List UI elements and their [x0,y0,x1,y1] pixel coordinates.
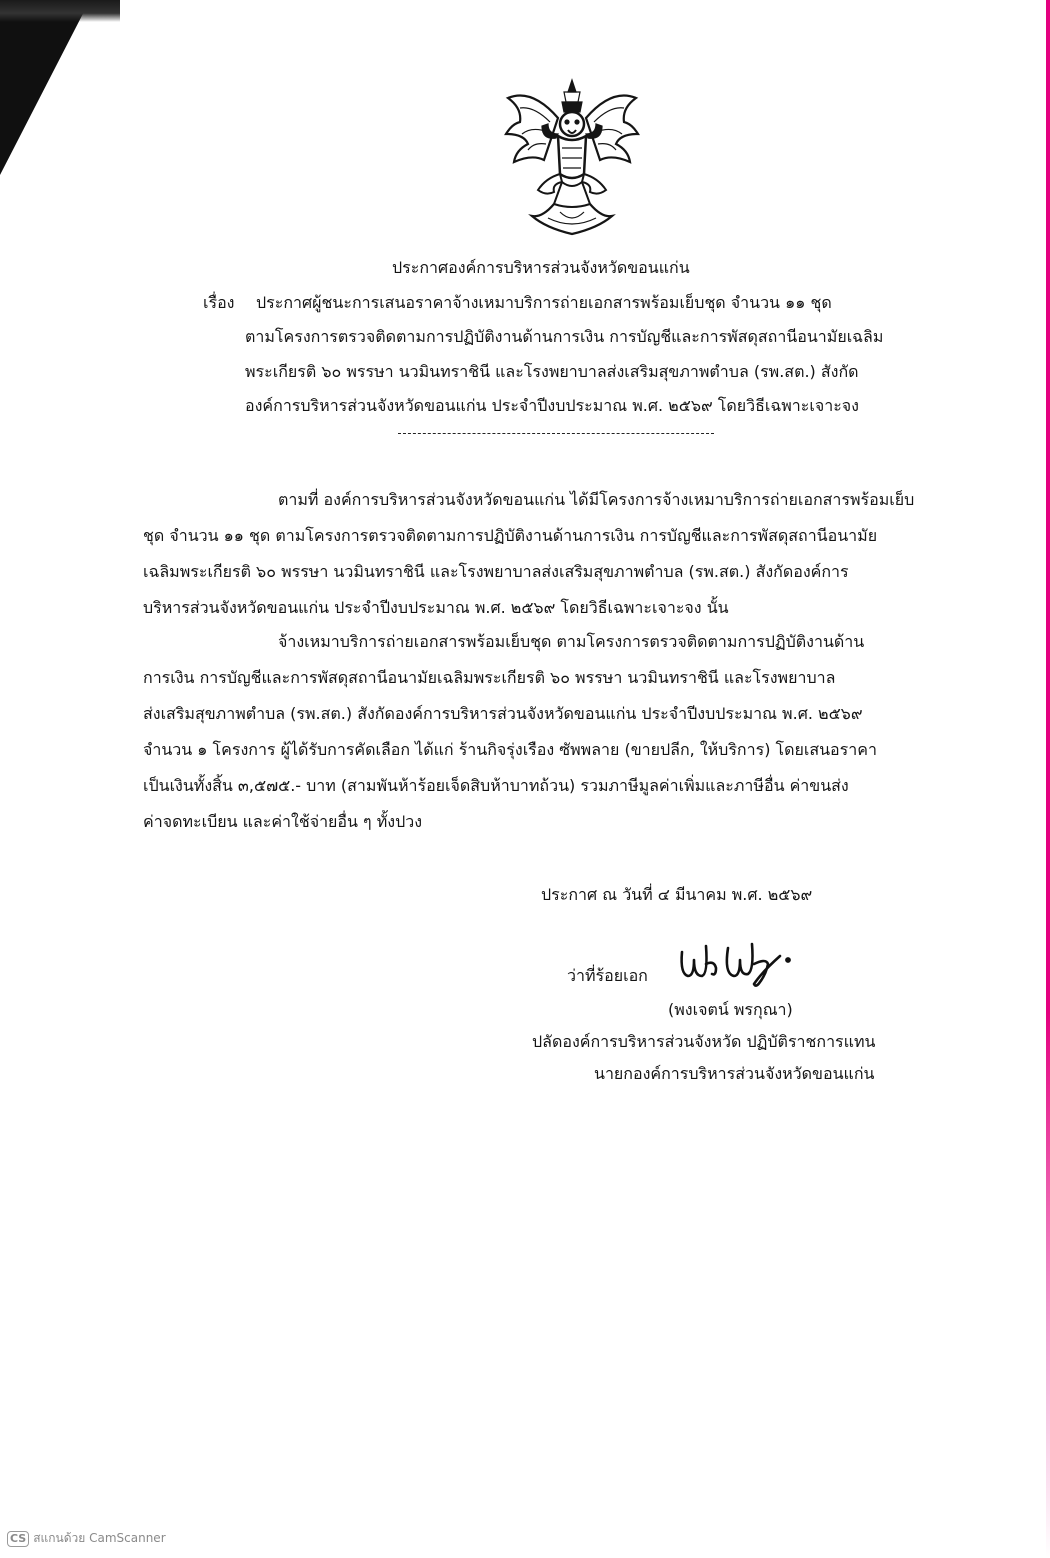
paragraph-2-line: การเงิน การบัญชีและการพัสดุสถานีอนามัยเฉลิมพระเกียรติ ๖๐ พรรษา นวมินทราชินี และโรงพยาบาล [143,668,836,687]
subject-line: ตามโครงการตรวจติดตามการปฏิบัติงานด้านการเงิน การบัญชีและการพัสดุสถานีอนามัยเฉลิม [245,327,884,346]
subject-line: ประกาศผู้ชนะการเสนอราคาจ้างเหมาบริการถ่ายเอกสารพร้อมเย็บชุด จำนวน ๑๑ ชุด [256,293,832,312]
subject-line: องค์การบริหารส่วนจังหวัดขอนแก่น ประจำปีงบประมาณ พ.ศ. ๒๕๖๙ โดยวิธีเฉพาะเจาะจง [245,396,859,415]
dashed-divider [398,433,714,434]
signer-name: (พงเจตน์ พรกุณา) [668,1000,793,1019]
paragraph-2-line: เป็นเงินทั้งสิ้น ๓,๕๗๕.- บาท (สามพันห้าร้อยเจ็ดสิบห้าบาทถ้วน) รวมภาษีมูลค่าเพิ่มและภาษีอื่น ค่าขนส่ง [143,776,849,795]
watermark-text: สแกนด้วย CamScanner [33,1531,166,1545]
paragraph-1-line: บริหารส่วนจังหวัดขอนแก่น ประจำปีงบประมาณ พ.ศ. ๒๕๖๙ โดยวิธีเฉพาะเจาะจง นั้น [143,598,729,617]
paragraph-2-line: ส่งเสริมสุขภาพตำบล (รพ.สต.) สังกัดองค์การบริหารส่วนจังหวัดขอนแก่น ประจำปีงบประมาณ พ.ศ. ๒๕๖๙ [143,704,863,723]
announcement-date: ประกาศ ณ วันที่ ๔ มีนาคม พ.ศ. ๒๕๖๙ [541,885,813,904]
paragraph-1-line: ตามที่ องค์การบริหารส่วนจังหวัดขอนแก่น ได้มีโครงการจ้างเหมาบริการถ่ายเอกสารพร้อมเย็บ [278,490,915,509]
announcement-title: ประกาศองค์การบริหารส่วนจังหวัดขอนแก่น [392,258,690,277]
garuda-emblem-icon [502,78,642,238]
signer-position: นายกองค์การบริหารส่วนจังหวัดขอนแก่น [594,1064,875,1083]
paragraph-2-line: จ้างเหมาบริการถ่ายเอกสารพร้อมเย็บชุด ตามโครงการตรวจติดตามการปฏิบัติงานด้าน [278,632,865,651]
scanner-watermark [7,1529,166,1548]
paragraph-2-line: ค่าจดทะเบียน และค่าใช้จ่ายอื่น ๆ ทั้งปวง [143,812,423,831]
subject-label: เรื่อง [203,293,235,312]
paragraph-1-line: ชุด จำนวน ๑๑ ชุด ตามโครงการตรวจติดตามการปฏิบัติงานด้านการเงิน การบัญชีและการพัสดุสถานีอนามัย [143,526,878,545]
scan-shadow-corner [0,0,90,175]
scan-edge-color [1046,0,1050,1558]
subject-line: พระเกียรติ ๖๐ พรรษา นวมินทราชินี และโรงพยาบาลส่งเสริมสุขภาพตำบล (รพ.สต.) สังกัด [245,362,859,381]
camscanner-logo-icon: CS [7,1531,29,1547]
signer-position: ปลัดองค์การบริหารส่วนจังหวัด ปฏิบัติราชการแทน [532,1032,876,1051]
signer-rank: ว่าที่ร้อยเอก [567,966,648,985]
paragraph-1-line: เฉลิมพระเกียรติ ๖๐ พรรษา นวมินทราชินี และโรงพยาบาลส่งเสริมสุขภาพตำบล (รพ.สต.) สังกัดองค์การ [143,562,849,581]
paragraph-2-line: จำนวน ๑ โครงการ ผู้ได้รับการคัดเลือก ได้แก่ ร้านกิจรุ่งเรือง ซัพพลาย (ขายปลีก, ให้บริการ) โดยเสนอราคา [143,740,877,759]
handwritten-signature [676,938,798,990]
scan-shadow-top [0,0,120,22]
